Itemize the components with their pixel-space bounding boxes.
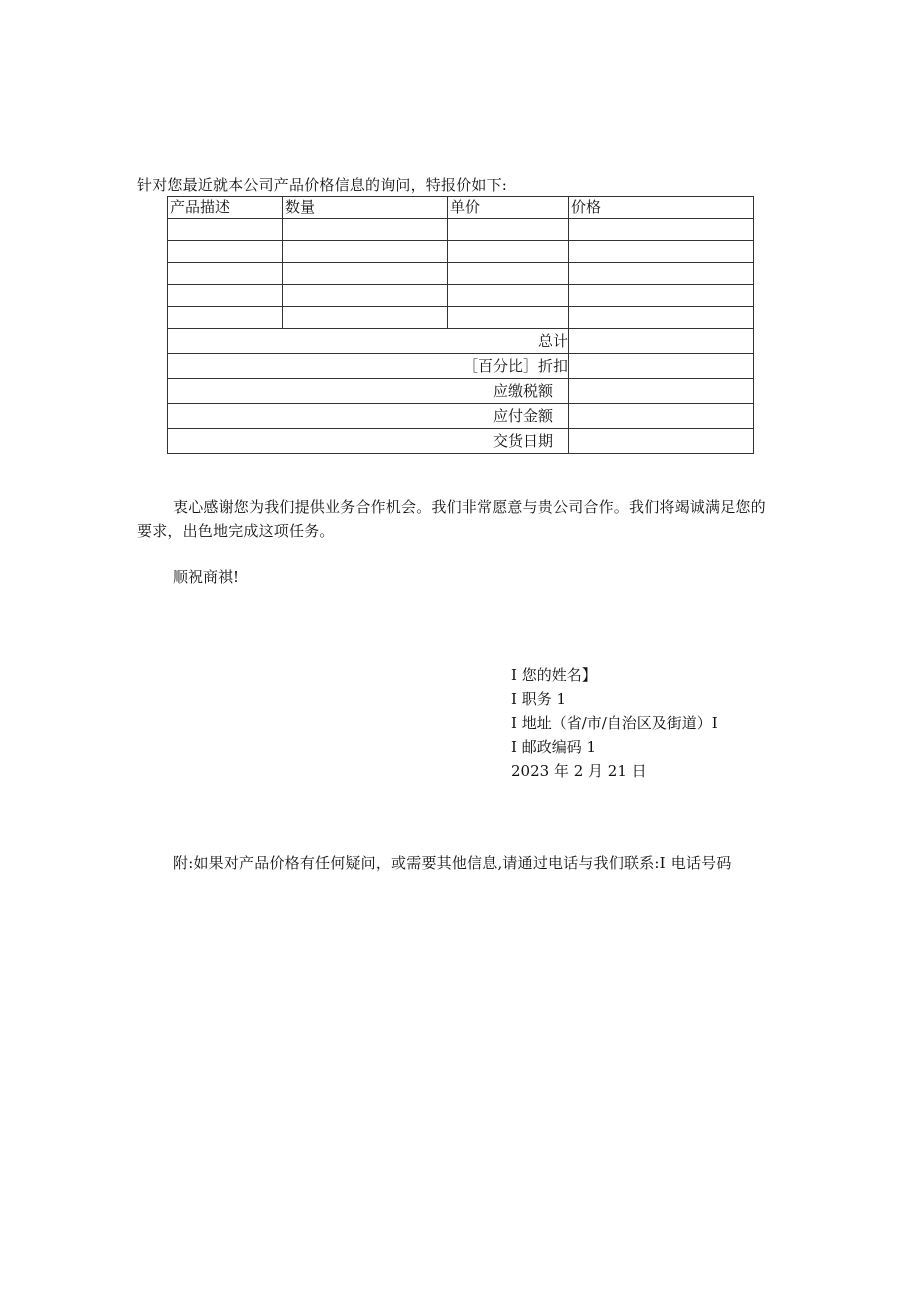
- table-cell[interactable]: [168, 307, 283, 329]
- table-cell[interactable]: [283, 241, 448, 263]
- signature-date: 2023 年 2 月 21 日: [511, 762, 647, 780]
- signature-address: I 地址（省/市/自治区及街道）I: [511, 714, 718, 732]
- table-cell[interactable]: [283, 219, 448, 241]
- table-cell[interactable]: [569, 263, 754, 285]
- table-cell[interactable]: [168, 241, 283, 263]
- summary-row-total: [168, 329, 754, 354]
- table-cell[interactable]: [569, 219, 754, 241]
- table-cell[interactable]: [448, 307, 569, 329]
- table-header-row: [168, 197, 754, 219]
- postscript-paragraph: 附:如果对产品价格有任何疑问，或需要其他信息,请通过电话与我们联系:I 电话号码: [173, 854, 732, 872]
- total-value-cell[interactable]: [569, 329, 754, 354]
- summary-row-delivery: [168, 429, 754, 454]
- table-cell[interactable]: [283, 263, 448, 285]
- table-cell[interactable]: [569, 241, 754, 263]
- table-row: [168, 241, 754, 263]
- signature-block: [511, 663, 718, 783]
- tax-value-cell[interactable]: [569, 379, 754, 404]
- table-cell[interactable]: [448, 285, 569, 307]
- signature-postcode: I 邮政编码 1: [511, 738, 597, 756]
- table-cell[interactable]: [283, 307, 448, 329]
- table-cell[interactable]: [569, 307, 754, 329]
- payable-label: 应付金额: [168, 404, 569, 429]
- summary-row-tax: [168, 379, 754, 404]
- header-price: 价格: [569, 197, 754, 219]
- total-label: 总计: [168, 329, 569, 354]
- payable-value-cell[interactable]: [569, 404, 754, 429]
- table-cell[interactable]: [283, 285, 448, 307]
- table-cell[interactable]: [448, 219, 569, 241]
- table-cell[interactable]: [168, 285, 283, 307]
- table-cell[interactable]: [448, 263, 569, 285]
- summary-row-payable: [168, 404, 754, 429]
- table-cell[interactable]: [569, 285, 754, 307]
- table-row: [168, 219, 754, 241]
- intro-text: 针对您最近就本公司产品价格信息的询问，特报价如下:: [137, 176, 508, 194]
- header-quantity: 数量: [283, 197, 448, 219]
- signature-title: I 职务 1: [511, 690, 567, 708]
- quote-table: [167, 196, 754, 454]
- thanks-paragraph: 衷心感谢您为我们提供业务合作机会。我们非常愿意与贵公司合作。我们将竭诚满足您的要求，出色地完成这项任务。: [137, 498, 766, 540]
- delivery-label: 交货日期: [168, 429, 569, 454]
- table-cell[interactable]: [168, 219, 283, 241]
- discount-value-cell[interactable]: [569, 354, 754, 379]
- table-cell[interactable]: [448, 241, 569, 263]
- discount-label: ［百分比］折扣: [168, 354, 569, 379]
- table-row: [168, 285, 754, 307]
- closing-salutation: 顺祝商祺!: [173, 568, 240, 586]
- signature-name: I 您的姓名】: [511, 666, 597, 684]
- table-cell[interactable]: [168, 263, 283, 285]
- tax-label: 应缴税额: [168, 379, 569, 404]
- table-row: [168, 307, 754, 329]
- table-row: [168, 263, 754, 285]
- summary-row-discount: [168, 354, 754, 379]
- header-product-description: 产品描述: [168, 197, 283, 219]
- header-unit-price: 单价: [448, 197, 569, 219]
- delivery-value-cell[interactable]: [569, 429, 754, 454]
